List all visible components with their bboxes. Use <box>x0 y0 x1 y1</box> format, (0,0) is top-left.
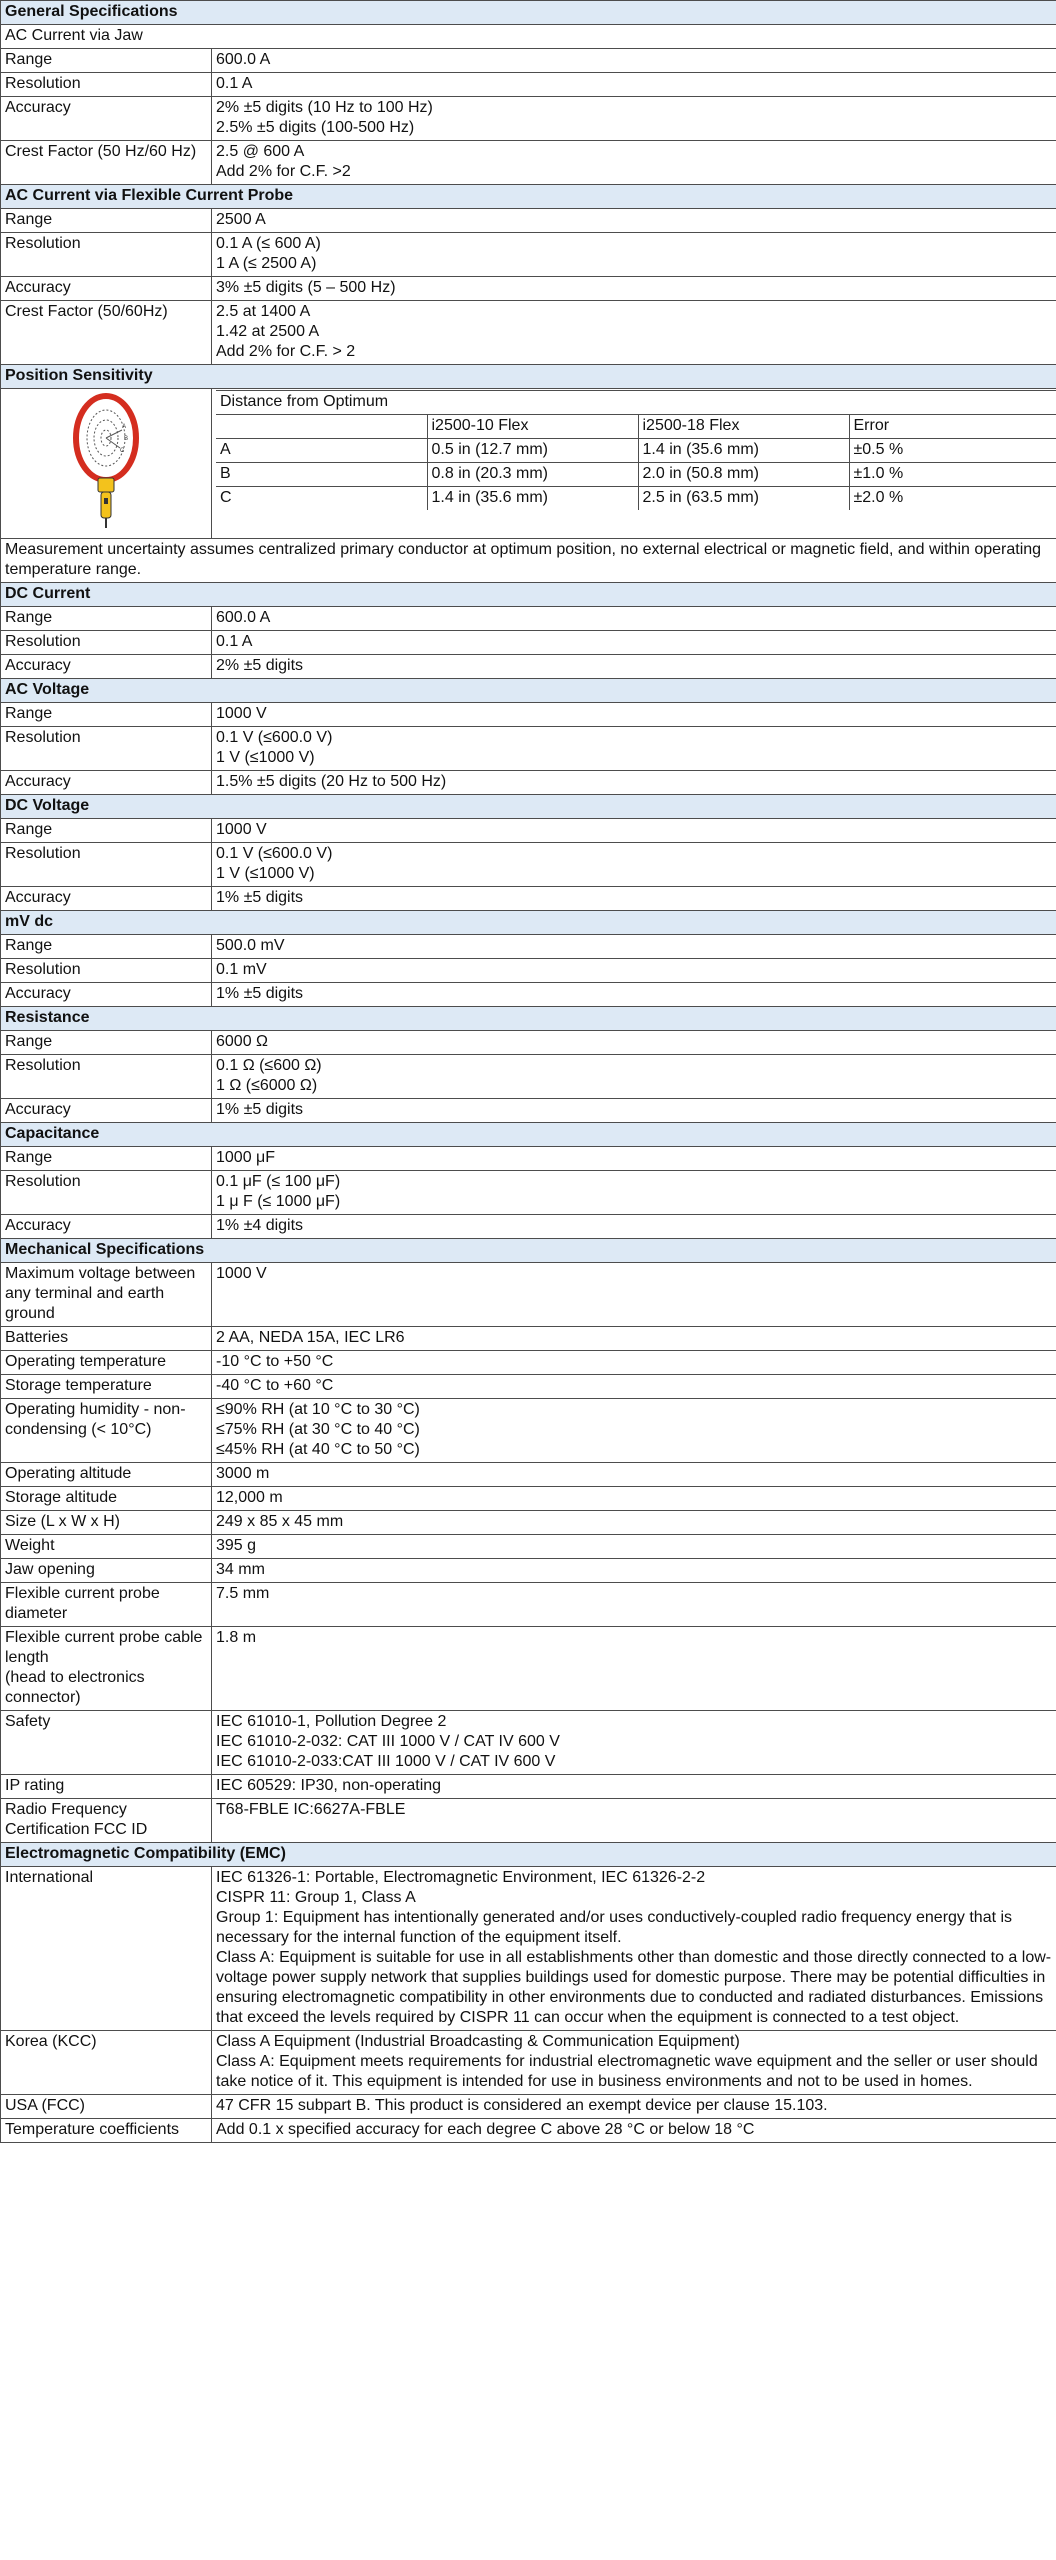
spec-label: Accuracy <box>1 277 212 301</box>
spec-row <box>1 1375 1056 1399</box>
spec-row <box>1 1055 1056 1099</box>
spec-label: Range <box>1 209 212 233</box>
diagram-label-c: C <box>120 448 125 454</box>
position-cell: B <box>216 463 427 487</box>
position-column-header: Error <box>849 415 1056 439</box>
spec-label: Accuracy <box>1 887 212 911</box>
spec-row <box>1 1535 1056 1559</box>
section-header-row <box>1 911 1056 935</box>
position-cell: ±0.5 % <box>849 439 1056 463</box>
spec-value: 3% ±5 digits (5 – 500 Hz) <box>212 277 1056 301</box>
position-table-cell <box>212 389 1056 539</box>
diagram-label-b: B <box>124 436 129 442</box>
spec-value: 1% ±5 digits <box>212 887 1056 911</box>
position-cell: 2.0 in (50.8 mm) <box>638 463 849 487</box>
flex-probe-diagram <box>56 390 156 530</box>
spec-row <box>1 631 1056 655</box>
spec-value: 0.1 V (≤600.0 V) 1 V (≤1000 V) <box>212 727 1056 771</box>
spec-row <box>1 25 1056 49</box>
spec-value: 47 CFR 15 subpart B. This product is considered an exempt device per clause 15.103. <box>212 2095 1056 2119</box>
spec-label: Resolution <box>1 727 212 771</box>
spec-row <box>1 2095 1056 2119</box>
position-cell: 1.4 in (35.6 mm) <box>427 487 638 511</box>
spec-label: USA (FCC) <box>1 2095 212 2119</box>
spec-label: Resolution <box>1 959 212 983</box>
spec-value: 2% ±5 digits <box>212 655 1056 679</box>
spec-label: Flexible current probe diameter <box>1 1583 212 1627</box>
spec-value: 1000 μF <box>212 1147 1056 1171</box>
spec-label: IP rating <box>1 1775 212 1799</box>
spec-row <box>1 1215 1056 1239</box>
spec-label: Accuracy <box>1 771 212 795</box>
position-cell: ±1.0 % <box>849 463 1056 487</box>
spec-value: 249 x 85 x 45 mm <box>212 1511 1056 1535</box>
spec-row <box>1 141 1056 185</box>
spec-value: 395 g <box>212 1535 1056 1559</box>
spec-label: Resolution <box>1 73 212 97</box>
spec-value: 2.5 @ 600 A Add 2% for C.F. >2 <box>212 141 1056 185</box>
spec-row <box>1 887 1056 911</box>
position-row <box>216 487 1056 511</box>
section-title-mechanical-specifications: Mechanical Specifications <box>1 1239 1056 1263</box>
spec-label: Resolution <box>1 843 212 887</box>
section-header-row <box>1 1843 1056 1867</box>
position-cell: 2.5 in (63.5 mm) <box>638 487 849 511</box>
spec-label: Accuracy <box>1 1099 212 1123</box>
position-note-row <box>1 539 1056 583</box>
section-title-capacitance: Capacitance <box>1 1123 1056 1147</box>
spec-row <box>1 209 1056 233</box>
spec-value: 34 mm <box>212 1559 1056 1583</box>
section-header-row <box>1 583 1056 607</box>
spec-label: Range <box>1 819 212 843</box>
spec-row <box>1 819 1056 843</box>
spec-value: 1% ±5 digits <box>212 1099 1056 1123</box>
spec-value: 0.1 mV <box>212 959 1056 983</box>
spec-value: 1.8 m <box>212 1627 1056 1711</box>
section-header-row <box>1 795 1056 819</box>
spec-value: 0.1 A <box>212 631 1056 655</box>
section-title-electromagnetic-compatibility-emc: Electromagnetic Compatibility (EMC) <box>1 1843 1056 1867</box>
spec-row <box>1 233 1056 277</box>
position-header-row <box>216 415 1056 439</box>
spec-value: Class A Equipment (Industrial Broadcasting & Communication Equipment) Class A: Equipment meets requirements for industrial electromagnetic wave equipment and the seller or user should take notice of it. This equipment is intended for use in business environments and not to be used in homes. <box>212 2031 1056 2095</box>
position-sensitivity-table <box>216 390 1056 510</box>
spec-label: Range <box>1 703 212 727</box>
section-title-general-specifications: General Specifications <box>1 1 1056 25</box>
spec-label: Accuracy <box>1 97 212 141</box>
spec-label: Range <box>1 49 212 73</box>
position-row <box>216 439 1056 463</box>
spec-value: 1000 V <box>212 819 1056 843</box>
spec-value: 12,000 m <box>212 1487 1056 1511</box>
position-cell: 1.4 in (35.6 mm) <box>638 439 849 463</box>
position-cell: 0.5 in (12.7 mm) <box>427 439 638 463</box>
spec-label: Radio Frequency Certification FCC ID <box>1 1799 212 1843</box>
spec-row <box>1 2119 1056 2143</box>
spec-value: 1% ±4 digits <box>212 1215 1056 1239</box>
spec-value: IEC 60529: IP30, non-operating <box>212 1775 1056 1799</box>
spec-value: 1000 V <box>212 703 1056 727</box>
position-column-header <box>216 415 427 439</box>
position-heading: Distance from Optimum <box>216 391 1056 415</box>
spec-row <box>1 2031 1056 2095</box>
spec-label: Range <box>1 1031 212 1055</box>
spec-row <box>1 727 1056 771</box>
spec-value: 2 AA, NEDA 15A, IEC LR6 <box>212 1327 1056 1351</box>
spec-label: Accuracy <box>1 655 212 679</box>
section-title-ac-current-via-flexible-current-probe: AC Current via Flexible Current Probe <box>1 185 1056 209</box>
spec-value: 0.1 A <box>212 73 1056 97</box>
spec-row <box>1 1327 1056 1351</box>
spec-label: Resolution <box>1 1055 212 1099</box>
spec-label: Resolution <box>1 631 212 655</box>
spec-row <box>1 1711 1056 1775</box>
spec-value: 0.1 A (≤ 600 A) 1 A (≤ 2500 A) <box>212 233 1056 277</box>
section-header-row <box>1 1007 1056 1031</box>
spec-row <box>1 935 1056 959</box>
spec-value: 1% ±5 digits <box>212 983 1056 1007</box>
spec-row <box>1 843 1056 887</box>
spec-value: 2.5 at 1400 A 1.42 at 2500 A Add 2% for C.F. > 2 <box>212 301 1056 365</box>
probe-diagram-cell <box>1 389 212 539</box>
spec-label: Accuracy <box>1 1215 212 1239</box>
spec-value: T68-FBLE IC:6627A-FBLE <box>212 1799 1056 1843</box>
spec-label: Crest Factor (50 Hz/60 Hz) <box>1 141 212 185</box>
spec-label: International <box>1 1867 212 2031</box>
position-cell: C <box>216 487 427 511</box>
spec-row <box>1 1559 1056 1583</box>
spec-value: Add 0.1 x specified accuracy for each degree C above 28 °C or below 18 °C <box>212 2119 1056 2143</box>
spec-label: Range <box>1 1147 212 1171</box>
spec-row <box>1 73 1056 97</box>
spec-value: IEC 61326-1: Portable, Electromagnetic Environment, IEC 61326-2-2 CISPR 11: Group 1, Class A Group 1: Equipment has intentionally generated and/or uses conductively-coupled radio frequency energy that is necessary for the internal function of the equipment itself. Class A: Equipment is suitable for use in all establishments other than domestic and those directly connected to a low-voltage power supply network that supplies buildings used for domestic purpose. There may be potential difficulties in ensuring electromagnetic compatibility in other environments due to conducted and radiated disturbances. Emissions that exceed the levels required by CISPR 11 can occur when the equipment is connected to a test object. <box>212 1867 1056 2031</box>
spec-value: 3000 m <box>212 1463 1056 1487</box>
spec-value: -10 °C to +50 °C <box>212 1351 1056 1375</box>
spec-label: Temperature coefficients <box>1 2119 212 2143</box>
section-header-row <box>1 679 1056 703</box>
spec-label: Maximum voltage between any terminal and earth ground <box>1 1263 212 1327</box>
position-cell: ±2.0 % <box>849 487 1056 511</box>
spec-label: Operating humidity - non-condensing (< 10°C) <box>1 1399 212 1463</box>
spec-row <box>1 1867 1056 2031</box>
position-cell: A <box>216 439 427 463</box>
spec-row <box>1 1463 1056 1487</box>
spec-value: 0.1 Ω (≤600 Ω) 1 Ω (≤6000 Ω) <box>212 1055 1056 1099</box>
section-title-resistance: Resistance <box>1 1007 1056 1031</box>
spec-row <box>1 1263 1056 1327</box>
section-title-ac-voltage: AC Voltage <box>1 679 1056 703</box>
spec-value: 6000 Ω <box>212 1031 1056 1055</box>
spec-row <box>1 703 1056 727</box>
spec-label: Accuracy <box>1 983 212 1007</box>
spec-row <box>1 1171 1056 1215</box>
spec-row <box>1 301 1056 365</box>
spec-row <box>1 1511 1056 1535</box>
spec-value: 1.5% ±5 digits (20 Hz to 500 Hz) <box>212 771 1056 795</box>
spec-row <box>1 607 1056 631</box>
spec-row <box>1 1031 1056 1055</box>
spec-row <box>1 1627 1056 1711</box>
spec-value: 500.0 mV <box>212 935 1056 959</box>
section-header-row <box>1 1239 1056 1263</box>
spec-value: 600.0 A <box>212 49 1056 73</box>
spec-label: Range <box>1 935 212 959</box>
section-title-position-sensitivity: Position Sensitivity <box>1 365 1056 389</box>
spec-label: Safety <box>1 1711 212 1775</box>
spec-label: Batteries <box>1 1327 212 1351</box>
spec-value: 7.5 mm <box>212 1583 1056 1627</box>
spec-value: 1000 V <box>212 1263 1056 1327</box>
spec-label: Resolution <box>1 1171 212 1215</box>
spec-value: -40 °C to +60 °C <box>212 1375 1056 1399</box>
position-note: Measurement uncertainty assumes centralized primary conductor at optimum position, no external electrical or magnetic field, and within operating temperature range. <box>1 539 1056 583</box>
spec-label: Storage temperature <box>1 1375 212 1399</box>
section-title-dc-current: DC Current <box>1 583 1056 607</box>
spec-value: 2500 A <box>212 209 1056 233</box>
spec-row <box>1 1399 1056 1463</box>
spec-value: IEC 61010-1, Pollution Degree 2 IEC 61010-2-032: CAT III 1000 V / CAT IV 600 V IEC 61010-2-033:CAT III 1000 V / CAT IV 600 V <box>212 1711 1056 1775</box>
spec-row <box>1 1351 1056 1375</box>
section-header-row <box>1 365 1056 389</box>
position-cell: 0.8 in (20.3 mm) <box>427 463 638 487</box>
position-column-header: i2500-10 Flex <box>427 415 638 439</box>
spec-label: Resolution <box>1 233 212 277</box>
spec-value: 2% ±5 digits (10 Hz to 100 Hz) 2.5% ±5 digits (100-500 Hz) <box>212 97 1056 141</box>
spec-label: Size (L x W x H) <box>1 1511 212 1535</box>
spec-subheading: AC Current via Jaw <box>1 25 1056 49</box>
spec-value: 0.1 μF (≤ 100 μF) 1 μ F (≤ 1000 μF) <box>212 1171 1056 1215</box>
spec-label: Operating altitude <box>1 1463 212 1487</box>
spec-row <box>1 771 1056 795</box>
spec-label: Crest Factor (50/60Hz) <box>1 301 212 365</box>
spec-row <box>1 1799 1056 1843</box>
spec-label: Operating temperature <box>1 1351 212 1375</box>
section-title-dc-voltage: DC Voltage <box>1 795 1056 819</box>
spec-value: 600.0 A <box>212 607 1056 631</box>
spec-label: Range <box>1 607 212 631</box>
spec-row <box>1 959 1056 983</box>
position-column-header: i2500-18 Flex <box>638 415 849 439</box>
spec-row <box>1 277 1056 301</box>
section-header-row <box>1 1 1056 25</box>
spec-row <box>1 1147 1056 1171</box>
spec-label: Flexible current probe cable length (head to electronics connector) <box>1 1627 212 1711</box>
spec-row <box>1 49 1056 73</box>
spec-row <box>1 1583 1056 1627</box>
position-sensitivity-row <box>1 389 1056 539</box>
diagram-label-a: A <box>122 424 127 430</box>
spec-row <box>1 1487 1056 1511</box>
spec-row <box>1 983 1056 1007</box>
position-row <box>216 463 1056 487</box>
spec-label: Jaw opening <box>1 1559 212 1583</box>
spec-row <box>1 97 1056 141</box>
section-header-row <box>1 1123 1056 1147</box>
spec-row <box>1 1775 1056 1799</box>
spec-row <box>1 655 1056 679</box>
spec-label: Weight <box>1 1535 212 1559</box>
spec-value: ≤90% RH (at 10 °C to 30 °C) ≤75% RH (at 30 °C to 40 °C) ≤45% RH (at 40 °C to 50 °C) <box>212 1399 1056 1463</box>
section-header-row <box>1 185 1056 209</box>
spec-row <box>1 1099 1056 1123</box>
section-title-mv-dc: mV dc <box>1 911 1056 935</box>
spec-value: 0.1 V (≤600.0 V) 1 V (≤1000 V) <box>212 843 1056 887</box>
spec-label: Korea (KCC) <box>1 2031 212 2095</box>
spec-label: Storage altitude <box>1 1487 212 1511</box>
